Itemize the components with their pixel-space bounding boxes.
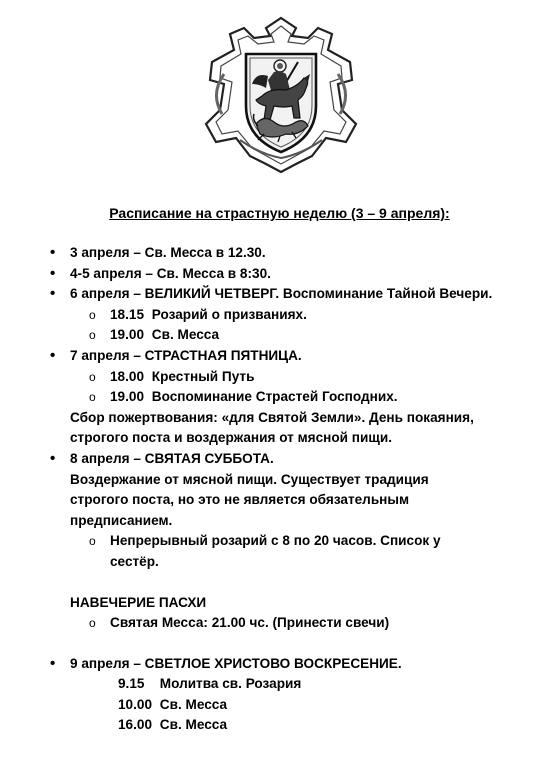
list-item: • 3 апреля – Св. Месса в 12.30. [48,243,543,264]
circle-bullet-icon: o [89,616,96,631]
circle-bullet-icon: o [89,534,96,549]
bullet-icon: • [50,654,56,672]
coat-of-arms-emblem [200,14,362,174]
schedule-list [48,243,543,736]
circle-bullet-icon: o [89,328,96,343]
sub-list-item: o 18.00 Крестный Путь [48,367,543,388]
list-item: • 8 апреля – СВЯТАЯ СУББОТА. [48,449,543,470]
bullet-icon: • [50,346,56,364]
circle-bullet-icon: o [89,307,96,322]
vigil-heading: НАВЕЧЕРИЕ ПАСХИ [70,594,207,610]
schedule-title: Расписание на страстную неделю (3 – 9 апреля): [109,205,450,221]
item-note-line: строгого поста, но это не является обязательным [70,492,410,508]
list-item: • 4-5 апреля – Св. Месса в 8:30. [48,264,543,285]
time-label: 19.00 [110,327,145,343]
time-label: 19.00 [110,389,145,405]
bullet-icon: • [50,264,56,282]
sub-list-item: o Святая Месса: 21.00 чс. (Принести свечи) [48,613,543,634]
sub-list-item: o 19.00 Св. Месса [48,325,543,346]
bullet-icon: • [50,244,56,261]
list-item: • 7 апреля – СТРАСТНАЯ ПЯТНИЦА. [48,346,543,367]
circle-bullet-icon: o [89,390,96,405]
bullet-icon: • [50,285,56,303]
circle-bullet-icon: o [89,369,96,384]
item-note-line: предписанием. [70,512,173,528]
bullet-icon: • [50,449,56,467]
time-label: 9.15 [118,676,145,692]
easter-line: 9.15 Молитва св. Розария [48,674,543,695]
time-label: 16.00 [118,717,153,733]
item-note-line: Сбор пожертвования: «для Святой Земли». День покаяния, [70,409,474,425]
sub-list-item: o Непрерывный розарий с 8 по 20 часов. Список у [48,531,543,552]
item-note-line: Воздержание от мясной пищи. Существует традиция [70,471,429,487]
time-label: 18.15 [110,306,145,322]
easter-line: 16.00 Св. Месса [48,715,543,736]
sub-list-item: o 19.00 Воспоминание Страстей Господних. [48,387,543,408]
sub-note-line: сестёр. [110,553,159,569]
time-label: 18.00 [110,368,145,384]
time-label: 10.00 [118,696,153,712]
item-note-line: строгого поста и воздержания от мясной пищи. [70,430,392,446]
list-item: • 6 апреля – ВЕЛИКИЙ ЧЕТВЕРГ. Воспоминание Тайной Вечери. [48,284,543,305]
sub-list-item: o 18.15 Розарий о призваниях. [48,305,543,326]
list-item: • 9 апреля – СВЕТЛОЕ ХРИСТОВО ВОСКРЕСЕНИЕ. [48,654,543,675]
easter-line: 10.00 Св. Месса [48,695,543,716]
